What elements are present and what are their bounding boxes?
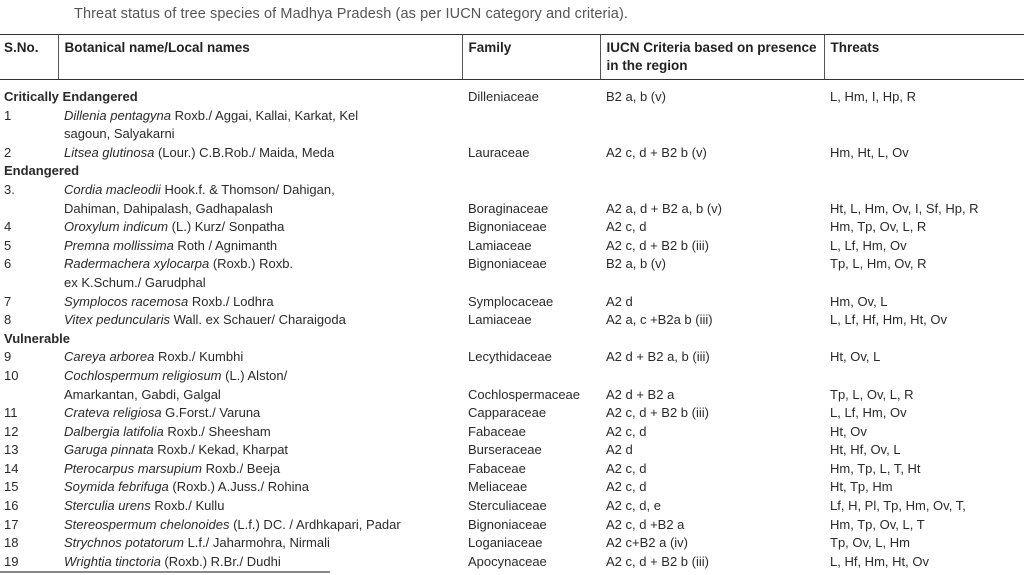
species-name: Dillenia pentagyna — [64, 107, 171, 123]
sno-cell — [0, 274, 58, 293]
bottom-rule — [0, 571, 330, 573]
serial-number: 19 — [4, 553, 19, 569]
family-cell — [462, 348, 600, 367]
sno-cell — [0, 200, 58, 219]
family-cell — [462, 274, 600, 293]
serial-number: 13 — [4, 442, 19, 458]
iucn-cell — [600, 107, 824, 126]
threats-cell — [824, 255, 1024, 274]
serial-number: 8 — [4, 312, 12, 328]
family-name: Capparaceae — [468, 405, 547, 421]
family-name: Burseraceae — [468, 442, 542, 458]
threats-cell — [824, 497, 1024, 516]
table-row — [0, 478, 1024, 497]
iucn-criteria: A2 c, d + B2 b (iii) — [606, 553, 709, 569]
species-name: Cochlospermum religiosum — [64, 367, 222, 383]
name-cell — [58, 404, 462, 423]
threat-codes: Hm, Ov, L — [830, 293, 888, 309]
sno-cell — [0, 218, 58, 237]
threat-status-table — [0, 34, 1024, 571]
author-local-names: Roth / Agnimanth — [173, 237, 278, 253]
sno-cell — [0, 237, 58, 256]
table-header-row — [0, 35, 1024, 80]
iucn-criteria: A2 d — [606, 293, 633, 309]
table-row — [0, 516, 1024, 535]
species-name: Soymida febrifuga — [64, 479, 169, 495]
family-cell — [462, 553, 600, 572]
name-cell — [58, 348, 462, 367]
category-label — [0, 80, 462, 107]
threats-cell — [824, 478, 1024, 497]
threat-codes: L, Hf, Hm, Ht, Ov — [830, 553, 929, 569]
author-local-names: Wall. ex Schauer/ Charaigoda — [170, 312, 346, 328]
family-name: Bignoniaceae — [468, 219, 547, 235]
table-row — [0, 144, 1024, 163]
family-name: Bignoniaceae — [468, 256, 547, 272]
family-name: Sterculiaceae — [468, 498, 547, 514]
iucn-criteria: A2 c, d — [606, 219, 647, 235]
iucn-cell — [600, 553, 824, 572]
family-cell — [462, 386, 600, 405]
serial-number: 6 — [4, 256, 12, 272]
iucn-cell — [600, 144, 824, 163]
family-cell — [462, 441, 600, 460]
iucn-criteria: A2 d + B2 a, b (iii) — [606, 349, 710, 365]
family-cell — [462, 162, 600, 181]
threat-codes: Lf, H, Pl, Tp, Hm, Ov, T, — [830, 498, 966, 514]
species-name: Sterculia urens — [64, 498, 151, 514]
sno-cell — [0, 144, 58, 163]
family-name: Meliaceae — [468, 479, 528, 495]
name-cell — [58, 460, 462, 479]
iucn-criteria: A2 c, d +B2 a — [606, 516, 685, 532]
family-name: Lecythidaceae — [468, 349, 552, 365]
table-row — [0, 367, 1024, 386]
family-name: Lauraceae — [468, 144, 530, 160]
name-cell — [58, 367, 462, 386]
species-name: Pterocarpus marsupium — [64, 460, 202, 476]
table-row — [0, 107, 1024, 126]
author-local-names: Roxb./ Beeja — [202, 460, 281, 476]
iucn-criteria: A2 c, d — [606, 423, 647, 439]
sno-cell — [0, 553, 58, 572]
threat-codes: Hm, Tp, Ov, L, R — [830, 219, 927, 235]
sno-cell — [0, 441, 58, 460]
iucn-criteria: A2 c, d — [606, 460, 647, 476]
species-name: Litsea glutinosa — [64, 144, 155, 160]
iucn-cell — [600, 181, 824, 200]
table-row — [0, 348, 1024, 367]
family-cell — [462, 534, 600, 553]
threat-codes: Ht, Tp, Hm — [830, 479, 893, 495]
threats-cell — [824, 80, 1024, 107]
table-row — [0, 423, 1024, 442]
iucn-criteria: A2 c, d + B2 b (iii) — [606, 405, 709, 421]
table-row — [0, 293, 1024, 312]
author-local-names: (L.) Alston/ — [221, 367, 288, 383]
table-row — [0, 311, 1024, 330]
family-name: Loganiaceae — [468, 535, 543, 551]
name-cell — [58, 423, 462, 442]
species-name: Symplocos racemosa — [64, 293, 189, 309]
sno-cell — [0, 181, 58, 200]
serial-number: 2 — [4, 144, 12, 160]
family-cell — [462, 255, 600, 274]
species-name: Premna mollissima — [64, 237, 174, 253]
family-name: Boraginaceae — [468, 200, 549, 216]
threats-cell — [824, 553, 1024, 572]
iucn-cell — [600, 367, 824, 386]
threat-codes: Ht, Hf, Ov, L — [830, 442, 901, 458]
threats-cell — [824, 274, 1024, 293]
family-cell — [462, 478, 600, 497]
threats-cell — [824, 367, 1024, 386]
name-cell — [58, 237, 462, 256]
category-row — [0, 162, 1024, 181]
iucn-cell — [600, 237, 824, 256]
name-cell — [58, 478, 462, 497]
serial-number: 3. — [4, 181, 15, 197]
serial-number: 1 — [4, 107, 12, 123]
iucn-cell — [600, 330, 824, 349]
iucn-cell — [600, 218, 824, 237]
serial-number: 11 — [4, 405, 18, 421]
serial-number: 12 — [4, 423, 19, 439]
family-name: Fabaceae — [468, 423, 526, 439]
sno-cell — [0, 534, 58, 553]
species-name: Vitex peduncularis — [64, 312, 170, 328]
author-local-names: (Roxb.) Roxb. — [209, 256, 294, 272]
iucn-cell — [600, 125, 824, 144]
iucn-criteria: A2 c, d, e — [606, 498, 661, 514]
name-cell — [58, 144, 462, 163]
iucn-cell — [600, 460, 824, 479]
name-cell — [58, 274, 462, 293]
table-row — [0, 255, 1024, 274]
category-name: Vulnerable — [4, 330, 70, 346]
name-cell — [58, 441, 462, 460]
family-cell — [462, 125, 600, 144]
table-row — [0, 218, 1024, 237]
iucn-criteria: B2 a, b (v) — [606, 89, 666, 104]
sno-cell — [0, 404, 58, 423]
threat-codes: Tp, L, Ov, L, R — [830, 386, 914, 402]
family-cell — [462, 181, 600, 200]
family-name: Lamiaceae — [468, 237, 532, 253]
serial-number: 14 — [4, 460, 19, 476]
family-cell — [462, 311, 600, 330]
serial-number: 16 — [4, 498, 19, 514]
species-name: Strychnos potatorum — [64, 535, 184, 551]
threat-codes: L, Hm, I, Hp, R — [830, 89, 916, 104]
author-local-names: Roxb./ Kekad, Kharpat — [153, 442, 289, 458]
iucn-criteria: A2 c, d + B2 b (v) — [606, 144, 707, 160]
category-row — [0, 330, 1024, 349]
threats-cell — [824, 162, 1024, 181]
category-label — [0, 162, 462, 181]
threat-codes: Hm, Tp, Ov, L, T — [830, 516, 925, 532]
name-cell — [58, 553, 462, 572]
threats-cell — [824, 293, 1024, 312]
name-cell — [58, 200, 462, 219]
family-cell — [462, 460, 600, 479]
family-name: Apocynaceae — [468, 553, 547, 569]
threats-cell — [824, 330, 1024, 349]
iucn-cell — [600, 348, 824, 367]
sno-cell — [0, 293, 58, 312]
species-name: Radermachera xylocarpa — [64, 256, 210, 272]
threats-cell — [824, 534, 1024, 553]
iucn-cell — [600, 200, 824, 219]
table-row — [0, 274, 1024, 293]
family-name: Bignoniaceae — [468, 516, 547, 532]
serial-number: 10 — [4, 367, 19, 383]
name-cell — [58, 516, 462, 535]
table-row — [0, 386, 1024, 405]
name-cell — [58, 311, 462, 330]
serial-number: 4 — [4, 219, 12, 235]
author-local-names: (Lour.) C.B.Rob./ Maida, Meda — [154, 144, 335, 160]
threat-codes: L, Lf, Hm, Ov — [830, 405, 907, 421]
local-names: sagoun, Salyakarni — [64, 126, 175, 142]
family-cell — [462, 218, 600, 237]
name-cell — [58, 125, 462, 144]
threats-cell — [824, 311, 1024, 330]
threats-cell — [824, 218, 1024, 237]
family-name: Fabaceae — [468, 460, 526, 476]
family-name: Dilleniaceae — [468, 89, 539, 104]
threats-cell — [824, 200, 1024, 219]
iucn-criteria: A2 c, d — [606, 479, 647, 495]
serial-number: 7 — [4, 293, 12, 309]
iucn-cell — [600, 274, 824, 293]
threat-codes: Tp, Ov, L, Hm — [830, 535, 910, 551]
species-name: Garuga pinnata — [64, 442, 154, 458]
family-cell — [462, 404, 600, 423]
author-local-names: (L.f.) DC. / Ardhkapari, Padar — [229, 516, 401, 532]
author-local-names: L.f./ Jaharmohra, Nirmali — [183, 535, 330, 551]
iucn-criteria: A2 c, d + B2 b (iii) — [606, 237, 709, 253]
iucn-cell — [600, 404, 824, 423]
threats-cell — [824, 348, 1024, 367]
name-cell — [58, 107, 462, 126]
author-local-names: Roxb./ Kullu — [150, 498, 225, 514]
family-cell — [462, 330, 600, 349]
table-row — [0, 534, 1024, 553]
table-body — [0, 80, 1024, 572]
sno-cell — [0, 460, 58, 479]
name-cell — [58, 386, 462, 405]
header-sno: S.No. — [0, 35, 58, 80]
family-cell — [462, 293, 600, 312]
family-cell — [462, 367, 600, 386]
threats-cell — [824, 423, 1024, 442]
author-local-names: (Roxb.) R.Br./ Dudhi — [160, 553, 281, 569]
header-iucn: IUCN Criteria based on presence in the region — [600, 35, 824, 80]
table-row — [0, 497, 1024, 516]
family-cell — [462, 423, 600, 442]
header-family: Family — [462, 35, 600, 80]
threat-codes: Hm, Ht, L, Ov — [830, 144, 909, 160]
species-name: Crateva religiosa — [64, 405, 162, 421]
threats-cell — [824, 441, 1024, 460]
name-cell — [58, 293, 462, 312]
species-name: Careya arborea — [64, 349, 155, 365]
iucn-criteria: A2 a, c +B2a b (iii) — [606, 312, 713, 328]
name-cell — [58, 255, 462, 274]
family-name: Lamiaceae — [468, 312, 532, 328]
author-local-names: Roxb./ Kumbhi — [154, 349, 244, 365]
iucn-criteria: A2 c+B2 a (iv) — [606, 535, 689, 551]
threat-codes: Ht, Ov — [830, 423, 867, 439]
iucn-criteria: A2 a, d + B2 a, b (v) — [606, 200, 722, 216]
threats-cell — [824, 107, 1024, 126]
family-cell — [462, 200, 600, 219]
table-row — [0, 460, 1024, 479]
category-name: Critically Endangered — [4, 89, 138, 104]
local-names: Dahiman, Dahipalash, Gadhapalash — [64, 200, 273, 216]
iucn-cell — [600, 478, 824, 497]
sno-cell — [0, 255, 58, 274]
category-label — [0, 330, 462, 349]
threat-codes: L, Lf, Hf, Hm, Ht, Ov — [830, 312, 948, 328]
threat-codes: Ht, Ov, L — [830, 349, 881, 365]
sno-cell — [0, 516, 58, 535]
family-cell — [462, 144, 600, 163]
threats-cell — [824, 237, 1024, 256]
serial-number: 15 — [4, 479, 19, 495]
iucn-cell — [600, 162, 824, 181]
family-cell — [462, 237, 600, 256]
iucn-criteria: A2 d + B2 a — [606, 386, 675, 402]
sno-cell — [0, 107, 58, 126]
family-cell — [462, 107, 600, 126]
category-name: Endangered — [4, 163, 80, 179]
header-threats: Threats — [824, 35, 1024, 80]
species-name: Wrightia tinctoria — [64, 553, 161, 569]
table-row — [0, 200, 1024, 219]
sno-cell — [0, 497, 58, 516]
author-local-names: Roxb./ Aggai, Kallai, Karkat, Kel — [170, 107, 359, 123]
sno-cell — [0, 348, 58, 367]
threats-cell — [824, 460, 1024, 479]
iucn-cell — [600, 534, 824, 553]
threats-cell — [824, 516, 1024, 535]
iucn-cell — [600, 497, 824, 516]
sno-cell — [0, 386, 58, 405]
threats-cell — [824, 125, 1024, 144]
family-cell — [462, 80, 600, 107]
serial-number: 17 — [4, 516, 19, 532]
species-name: Cordia macleodii — [64, 181, 161, 197]
table-row — [0, 125, 1024, 144]
threats-cell — [824, 181, 1024, 200]
author-local-names: Roxb./ Sheesham — [163, 423, 271, 439]
name-cell — [58, 181, 462, 200]
iucn-criteria: A2 d — [606, 442, 633, 458]
sno-cell — [0, 423, 58, 442]
iucn-cell — [600, 386, 824, 405]
name-cell — [58, 497, 462, 516]
author-local-names: G.Forst./ Varuna — [161, 405, 261, 421]
local-names: ex K.Schum./ Garudphal — [64, 274, 206, 290]
name-cell — [58, 534, 462, 553]
table-caption: Threat status of tree species of Madhya Pradesh (as per IUCN category and criteria). — [74, 6, 629, 22]
iucn-cell — [600, 80, 824, 107]
species-name: Dalbergia latifolia — [64, 423, 164, 439]
species-name: Oroxylum indicum — [64, 219, 169, 235]
author-local-names: Hook.f. & Thomson/ Dahigan, — [160, 181, 335, 197]
iucn-cell — [600, 255, 824, 274]
iucn-cell — [600, 293, 824, 312]
iucn-cell — [600, 441, 824, 460]
table-row — [0, 237, 1024, 256]
sno-cell — [0, 311, 58, 330]
table-row — [0, 404, 1024, 423]
serial-number: 5 — [4, 237, 12, 253]
sno-cell — [0, 367, 58, 386]
table-row — [0, 441, 1024, 460]
threats-cell — [824, 404, 1024, 423]
table-row — [0, 181, 1024, 200]
iucn-cell — [600, 311, 824, 330]
threat-codes: Tp, L, Hm, Ov, R — [830, 256, 927, 272]
threats-cell — [824, 144, 1024, 163]
category-row — [0, 80, 1024, 107]
family-name: Symplocaceae — [468, 293, 554, 309]
threat-codes: Ht, L, Hm, Ov, I, Sf, Hp, R — [830, 200, 979, 216]
iucn-cell — [600, 516, 824, 535]
author-local-names: (L.) Kurz/ Sonpatha — [168, 219, 285, 235]
family-cell — [462, 516, 600, 535]
serial-number: 18 — [4, 535, 19, 551]
sno-cell — [0, 125, 58, 144]
author-local-names: (Roxb.) A.Juss./ Rohina — [168, 479, 309, 495]
family-name: Cochlospermaceae — [468, 386, 581, 402]
header-name: Botanical name/Local names — [58, 35, 462, 80]
author-local-names: Roxb./ Lodhra — [188, 293, 274, 309]
threats-cell — [824, 386, 1024, 405]
table-row — [0, 553, 1024, 572]
iucn-cell — [600, 423, 824, 442]
sno-cell — [0, 478, 58, 497]
threat-codes: L, Lf, Hm, Ov — [830, 237, 907, 253]
iucn-criteria: B2 a, b (v) — [606, 256, 666, 272]
species-name: Stereospermum chelonoides — [64, 516, 230, 532]
threat-codes: Hm, Tp, L, T, Ht — [830, 460, 921, 476]
family-cell — [462, 497, 600, 516]
name-cell — [58, 218, 462, 237]
local-names: Amarkantan, Gabdi, Galgal — [64, 386, 221, 402]
serial-number: 9 — [4, 349, 12, 365]
